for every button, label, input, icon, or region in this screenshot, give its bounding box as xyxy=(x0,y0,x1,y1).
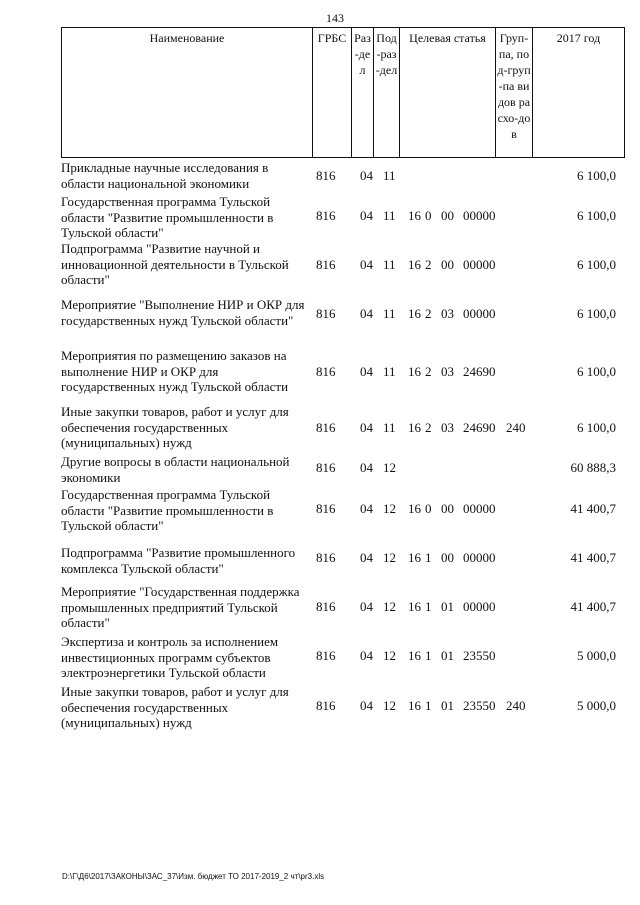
row-subprogram: 2 xyxy=(425,306,432,321)
row-podrazdel: 12 xyxy=(383,501,396,516)
row-name: Подпрограмма "Развитие промышленного комплекса Тульской области" xyxy=(61,545,296,576)
header-year: 2017 год xyxy=(533,28,625,158)
row-podrazdel: 11 xyxy=(383,257,396,272)
row-sum: 6 100,0 xyxy=(577,168,616,183)
row-razdel: 04 xyxy=(360,168,373,183)
row-main-event: 00 xyxy=(441,550,454,565)
row-subprogram: 0 xyxy=(425,501,432,516)
header-target: Целевая статья xyxy=(400,28,496,158)
row-name: Государственная программа Тульской области "Развитие промышленности в Тульской области" xyxy=(61,487,274,533)
row-program: 16 xyxy=(408,698,421,713)
row-podrazdel: 12 xyxy=(383,648,396,663)
row-grbs: 816 xyxy=(316,460,336,475)
row-program: 16 xyxy=(408,550,421,565)
row-main-event: 00 xyxy=(441,257,454,272)
row-name: Иные закупки товаров, работ и услуг для обеспечения государственных (муниципальных) нужд xyxy=(61,404,289,450)
row-subprogram: 1 xyxy=(425,550,432,565)
row-program: 16 xyxy=(408,501,421,516)
row-razdel: 04 xyxy=(360,550,373,565)
row-name: Другие вопросы в области национальной экономики xyxy=(61,454,290,485)
row-sum: 41 400,7 xyxy=(570,599,616,614)
row-direction: 00000 xyxy=(463,208,496,223)
row-grbs: 816 xyxy=(316,208,336,223)
row-sum: 6 100,0 xyxy=(577,257,616,272)
row-program: 16 xyxy=(408,208,421,223)
row-direction: 00000 xyxy=(463,501,496,516)
row-name: Прикладные научные исследования в области национальной экономики xyxy=(61,160,269,191)
row-podrazdel: 11 xyxy=(383,306,396,321)
row-direction: 00000 xyxy=(463,550,496,565)
row-grbs: 816 xyxy=(316,550,336,565)
row-sum: 41 400,7 xyxy=(570,501,616,516)
row-subprogram: 1 xyxy=(425,599,432,614)
row-program: 16 xyxy=(408,306,421,321)
row-razdel: 04 xyxy=(360,599,373,614)
row-name: Мероприятие "Выполнение НИР и ОКР для государственных нужд Тульской области" xyxy=(61,297,305,328)
row-razdel: 04 xyxy=(360,364,373,379)
row-main-event: 01 xyxy=(441,698,454,713)
row-grbs: 816 xyxy=(316,168,336,183)
row-razdel: 04 xyxy=(360,420,373,435)
row-main-event: 01 xyxy=(441,599,454,614)
row-subprogram: 1 xyxy=(425,648,432,663)
header-podrazdel: Под-раз-дел xyxy=(374,28,400,158)
header-razdel: Раз-дел xyxy=(352,28,374,158)
row-grbs: 816 xyxy=(316,364,336,379)
row-podrazdel: 12 xyxy=(383,599,396,614)
row-direction: 00000 xyxy=(463,257,496,272)
row-podrazdel: 11 xyxy=(383,364,396,379)
header-name: Наименование xyxy=(62,28,313,158)
row-sum: 6 100,0 xyxy=(577,364,616,379)
row-program: 16 xyxy=(408,599,421,614)
row-main-event: 03 xyxy=(441,364,454,379)
row-podrazdel: 11 xyxy=(383,420,396,435)
row-subprogram: 2 xyxy=(425,420,432,435)
row-sum: 41 400,7 xyxy=(570,550,616,565)
row-main-event: 00 xyxy=(441,208,454,223)
row-subprogram: 2 xyxy=(425,257,432,272)
row-subprogram: 1 xyxy=(425,698,432,713)
file-path-footer: D:\Г\Д6\2017\ЗАКОНЫ\ЗАС_37\Изм. бюджет ТО 2017-2019_2 чт\pr3.xls xyxy=(62,872,325,881)
row-podrazdel: 11 xyxy=(383,168,396,183)
row-podrazdel: 12 xyxy=(383,698,396,713)
row-grbs: 816 xyxy=(316,599,336,614)
row-sum: 60 888,3 xyxy=(570,460,616,475)
row-razdel: 04 xyxy=(360,648,373,663)
row-program: 16 xyxy=(408,364,421,379)
budget-table-header xyxy=(61,27,625,158)
row-name: Мероприятия по размещению заказов на выполнение НИР и ОКР для государственных нужд Тульской области xyxy=(61,348,289,394)
row-direction: 23550 xyxy=(463,648,496,663)
header-grbs: ГРБС xyxy=(313,28,352,158)
row-subprogram: 0 xyxy=(425,208,432,223)
row-razdel: 04 xyxy=(360,306,373,321)
row-program: 16 xyxy=(408,648,421,663)
row-podrazdel: 12 xyxy=(383,550,396,565)
page-number: 143 xyxy=(326,11,344,25)
row-grbs: 816 xyxy=(316,648,336,663)
row-direction: 00000 xyxy=(463,306,496,321)
row-sum: 6 100,0 xyxy=(577,420,616,435)
row-subprogram: 2 xyxy=(425,364,432,379)
row-podrazdel: 11 xyxy=(383,208,396,223)
row-name: Экспертиза и контроль за исполнением инвестиционных программ субъектов электроэнергетики Тульской области xyxy=(61,634,279,680)
row-grbs: 816 xyxy=(316,420,336,435)
row-razdel: 04 xyxy=(360,501,373,516)
row-razdel: 04 xyxy=(360,257,373,272)
row-direction: 00000 xyxy=(463,599,496,614)
row-grbs: 816 xyxy=(316,306,336,321)
row-group: 240 xyxy=(506,420,526,435)
row-name: Иные закупки товаров, работ и услуг для обеспечения государственных (муниципальных) нужд xyxy=(61,684,289,730)
row-sum: 5 000,0 xyxy=(577,698,616,713)
row-grbs: 816 xyxy=(316,501,336,516)
row-direction: 23550 xyxy=(463,698,496,713)
header-group: Груп-па, под-груп-па видов расхо-дов xyxy=(496,28,533,158)
row-razdel: 04 xyxy=(360,208,373,223)
row-main-event: 01 xyxy=(441,648,454,663)
row-sum: 6 100,0 xyxy=(577,306,616,321)
row-grbs: 816 xyxy=(316,257,336,272)
row-name: Государственная программа Тульской области "Развитие промышленности в Тульской области" xyxy=(61,194,274,240)
row-direction: 24690 xyxy=(463,364,496,379)
row-program: 16 xyxy=(408,257,421,272)
row-main-event: 03 xyxy=(441,306,454,321)
row-razdel: 04 xyxy=(360,460,373,475)
row-sum: 6 100,0 xyxy=(577,208,616,223)
row-podrazdel: 12 xyxy=(383,460,396,475)
row-main-event: 03 xyxy=(441,420,454,435)
row-program: 16 xyxy=(408,420,421,435)
row-grbs: 816 xyxy=(316,698,336,713)
row-direction: 24690 xyxy=(463,420,496,435)
row-group: 240 xyxy=(506,698,526,713)
row-sum: 5 000,0 xyxy=(577,648,616,663)
row-name: Подпрограмма "Развитие научной и инновационной деятельности в Тульской области" xyxy=(61,241,289,287)
row-name: Мероприятие "Государственная поддержка промышленных предприятий Тульской области" xyxy=(61,584,300,630)
row-main-event: 00 xyxy=(441,501,454,516)
row-razdel: 04 xyxy=(360,698,373,713)
